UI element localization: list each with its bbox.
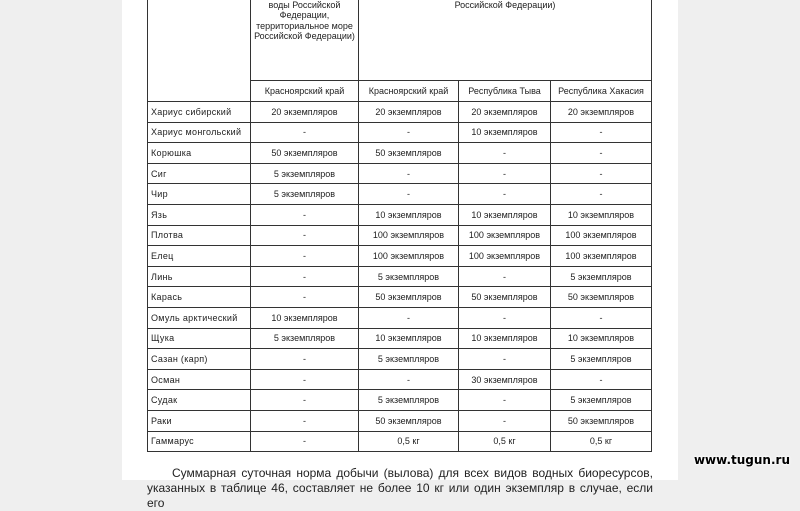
limit-cell: 10 экземпляров [459,204,551,225]
species-name: Чир [148,184,251,205]
limit-cell: 100 экземпляров [359,225,459,246]
limit-cell: - [551,307,652,328]
limit-cell: 100 экземпляров [551,225,652,246]
limit-cell: - [459,184,551,205]
limit-cell: 0,5 кг [359,431,459,452]
federation-header: Российской Федерации) [359,0,652,81]
paragraph-line: Суммарная суточная норма добычи (вылова) для всех видов водных биоресурсов, [172,466,653,480]
limit-cell: - [251,369,359,390]
limit-cell: 5 экземпляров [359,266,459,287]
limit-cell: - [459,143,551,164]
limit-cell: 5 экземпляров [251,163,359,184]
species-name: Карась [148,287,251,308]
limit-cell: 100 экземпляров [459,225,551,246]
limit-cell: 20 экземпляров [551,102,652,123]
limit-cell: 0,5 кг [459,431,551,452]
species-name: Язь [148,204,251,225]
table-row [148,369,652,390]
limit-cell: - [551,369,652,390]
limit-cell: 50 экземпляров [251,143,359,164]
limit-cell: 10 экземпляров [551,328,652,349]
limit-cell: 20 экземпляров [459,102,551,123]
species-name: Судак [148,390,251,411]
table-row [148,246,652,267]
limit-cell: - [459,163,551,184]
limit-cell: 5 экземпляров [251,184,359,205]
limit-cell: - [551,122,652,143]
limit-cell: - [251,204,359,225]
limit-cell: 30 экземпляров [459,369,551,390]
species-name: Сиг [148,163,251,184]
limit-cell: - [251,431,359,452]
limit-cell: 5 экземпляров [251,328,359,349]
limit-cell: - [251,287,359,308]
species-name: Корюшка [148,143,251,164]
limit-cell: - [359,369,459,390]
sea-waters-header: воды Российской Федерации, территориальное море Российской Федерации) [251,0,359,81]
limit-cell: - [251,349,359,370]
limit-cell: 10 экземпляров [251,307,359,328]
table-row [148,184,652,205]
table-row [148,163,652,184]
limit-cell: - [459,307,551,328]
limit-cell: 10 экземпляров [359,204,459,225]
species-name: Хариус монгольский [148,122,251,143]
limit-cell: 10 экземпляров [359,328,459,349]
limit-cell: 20 экземпляров [359,102,459,123]
limit-cell: - [251,225,359,246]
limit-cell: - [459,266,551,287]
limit-cell: - [251,122,359,143]
table-row [148,122,652,143]
limit-cell: 50 экземпляров [551,287,652,308]
limit-cell: - [359,307,459,328]
limit-cell: - [359,163,459,184]
table-row [148,143,652,164]
limit-cell: - [551,163,652,184]
limit-cell: 50 экземпляров [551,410,652,431]
table-row [148,307,652,328]
limit-cell: - [551,143,652,164]
table-row [148,287,652,308]
table-row [148,349,652,370]
species-name: Плотва [148,225,251,246]
species-name: Раки [148,410,251,431]
limit-cell: 20 экземпляров [251,102,359,123]
limit-cell: 5 экземпляров [551,390,652,411]
limit-cell: 5 экземпляров [359,349,459,370]
limit-cell: 100 экземпляров [359,246,459,267]
limit-cell: 50 экземпляров [459,287,551,308]
species-name: Сазан (карп) [148,349,251,370]
species-name: Елец [148,246,251,267]
limit-cell: 50 экземпляров [359,143,459,164]
limit-cell: - [459,390,551,411]
limit-cell: - [359,122,459,143]
table-row [148,225,652,246]
limit-cell: - [459,349,551,370]
limit-cell: - [251,390,359,411]
table-row [148,266,652,287]
table-row [148,390,652,411]
table-row [148,204,652,225]
species-name: Хариус сибирский [148,102,251,123]
region-header: Красноярский край [359,81,459,102]
limit-cell: - [251,266,359,287]
species-name: Гаммарус [148,431,251,452]
species-name: Линь [148,266,251,287]
catch-limits-table [147,0,652,452]
limit-cell: 5 экземпляров [551,266,652,287]
body-paragraph [147,466,653,511]
limit-cell: 100 экземпляров [551,246,652,267]
limit-cell: - [359,184,459,205]
region-header: Республика Хакасия [551,81,652,102]
region-header: Республика Тыва [459,81,551,102]
limit-cell: 5 экземпляров [551,349,652,370]
document-page [122,0,678,510]
limit-cell: - [551,184,652,205]
limit-cell: 100 экземпляров [459,246,551,267]
limit-cell: - [459,410,551,431]
limit-cell: - [251,410,359,431]
limit-cell: 50 экземпляров [359,287,459,308]
species-name: Омуль арктический [148,307,251,328]
limit-cell: 5 экземпляров [359,390,459,411]
table-row [148,431,652,452]
limit-cell: 10 экземпляров [551,204,652,225]
table-row [148,328,652,349]
species-name: Осман [148,369,251,390]
table-row [148,102,652,123]
limit-cell: 50 экземпляров [359,410,459,431]
species-header-cell [148,0,251,102]
paragraph-line: указанных в таблице 46, составляет не более 10 кг или один экземпляр в случае, если его [147,481,653,510]
limit-cell: - [251,246,359,267]
limit-cell: 10 экземпляров [459,328,551,349]
limit-cell: 10 экземпляров [459,122,551,143]
table-row [148,410,652,431]
site-watermark: www.tugun.ru [693,453,790,467]
table-header-row [148,0,652,81]
region-header: Красноярский край [251,81,359,102]
limit-cell: 0,5 кг [551,431,652,452]
species-name: Щука [148,328,251,349]
